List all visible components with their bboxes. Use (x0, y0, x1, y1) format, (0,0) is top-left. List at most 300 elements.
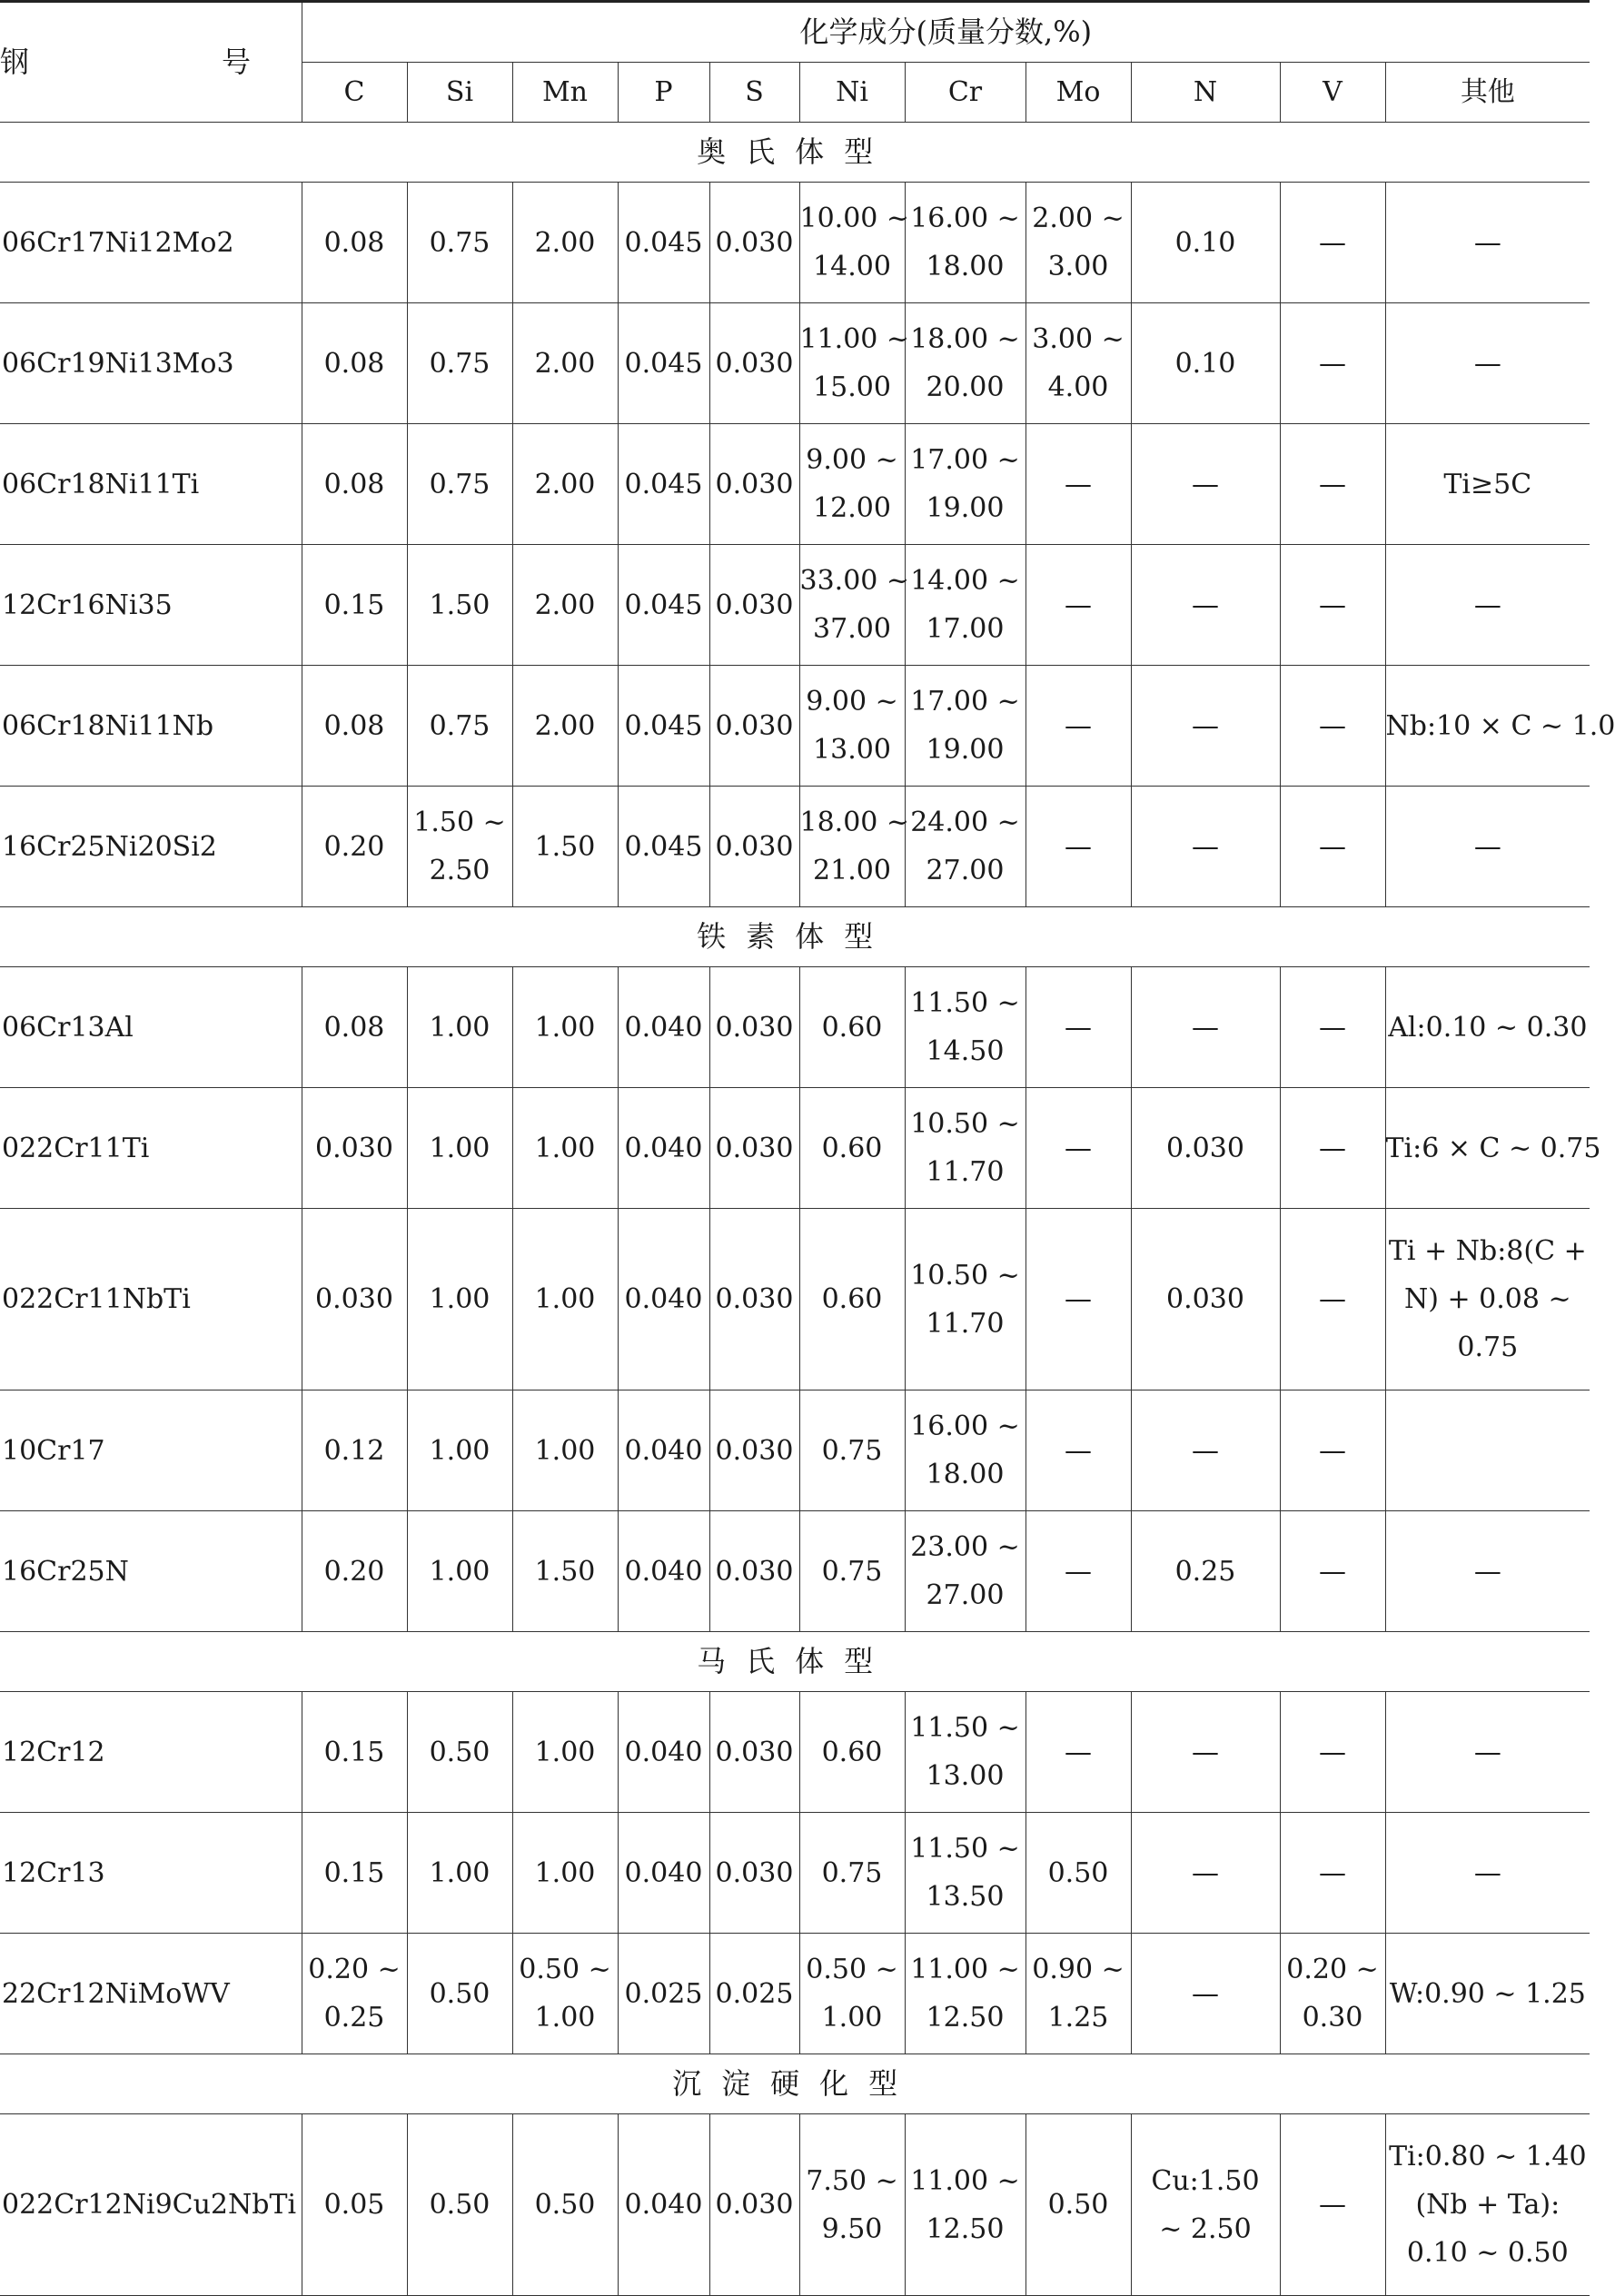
value-line: 0.75 (821, 1434, 883, 1467)
steel-grade-cell: 22Cr12NiMoWV (0, 1934, 302, 2054)
value-line: 21.00 (813, 855, 891, 886)
value-line: 27.00 (926, 855, 1005, 886)
value-line: 1.00 (534, 1283, 596, 1315)
column-header-other: 其他 (1385, 63, 1590, 123)
value-line: 1.00 (534, 1856, 596, 1889)
value-cell (1385, 666, 1615, 787)
value-cell (1131, 1209, 1280, 1390)
value-line: 0.08 (323, 468, 385, 500)
value-cell (1385, 1390, 1590, 1511)
value-line: 0.50 (534, 2189, 596, 2221)
value-cell (618, 1813, 709, 1934)
value-line: 0.75 (429, 468, 490, 500)
value-line: 0.15 (323, 1856, 385, 1889)
value-line: 10.50 ~ (910, 1108, 1020, 1140)
value-cell (1025, 967, 1131, 1088)
table-row (0, 424, 1590, 545)
value-cell (709, 1209, 799, 1390)
value-line: — (1065, 709, 1092, 742)
value-line: — (1473, 1736, 1501, 1768)
value-cell (799, 545, 910, 666)
column-header-mo: Mo (1025, 63, 1131, 123)
value-cell (302, 1511, 407, 1632)
value-cell (512, 183, 618, 303)
value-line: 0.15 (323, 1736, 385, 1768)
value-cell (618, 1390, 709, 1511)
value-line: 0.025 (715, 1977, 794, 2010)
value-line: 1.00 (534, 1434, 596, 1467)
value-line: — (1473, 226, 1501, 259)
value-line: ~ 2.50 (1159, 2212, 1252, 2245)
value-line: 0.10 (1174, 226, 1236, 259)
value-line: 0.030 (715, 226, 794, 259)
value-line: — (1065, 1283, 1092, 1315)
value-line: 0.12 (323, 1434, 385, 1467)
value-cell (1280, 424, 1385, 545)
value-line: — (1192, 1977, 1219, 2010)
steel-grade-cell: 06Cr18Ni11Ti (0, 424, 302, 545)
value-cell (302, 1209, 407, 1390)
value-cell (512, 545, 618, 666)
value-line: 0.030 (715, 589, 794, 621)
value-cell (905, 1813, 1025, 1934)
value-line: 37.00 (813, 613, 891, 645)
value-line: Ti:6 × C ~ 0.75 (1385, 1132, 1601, 1164)
value-cell (799, 424, 905, 545)
value-line: — (1319, 1283, 1346, 1315)
value-cell (1280, 183, 1385, 303)
value-cell (905, 787, 1025, 907)
value-cell (905, 967, 1025, 1088)
steel-grade-cell: 10Cr17 (0, 1390, 302, 1511)
value-cell (407, 1209, 512, 1390)
value-cell (709, 1934, 799, 2054)
value-line: 3.00 (1047, 251, 1109, 282)
value-line: 0.040 (624, 1555, 703, 1588)
header-row-1 (0, 2, 1590, 63)
value-line: — (1065, 1736, 1092, 1768)
value-cell (1280, 787, 1385, 907)
value-line: — (1473, 347, 1501, 380)
table-row (0, 1209, 1590, 1390)
value-line: 0.10 (1174, 347, 1236, 380)
value-line: 0.75 (821, 1555, 883, 1588)
value-cell (512, 1813, 618, 1934)
value-line: 0.50 (429, 2189, 490, 2221)
value-line: 0.75 (429, 226, 490, 259)
value-cell (905, 2114, 1025, 2296)
value-cell (618, 1692, 709, 1813)
steel-grade-cell: 12Cr12 (0, 1692, 302, 1813)
value-cell (407, 1692, 512, 1813)
value-cell (799, 1209, 905, 1390)
value-cell (1131, 303, 1280, 424)
value-line: 1.00 (429, 1132, 490, 1164)
value-cell (1131, 545, 1280, 666)
section-title: 铁素体型 (0, 907, 1590, 967)
value-cell (1131, 424, 1280, 545)
value-line: 0.60 (821, 1011, 883, 1044)
value-line: — (1319, 1132, 1346, 1164)
value-cell (1280, 2114, 1385, 2296)
value-cell (407, 183, 512, 303)
value-cell (1385, 1209, 1590, 1390)
value-cell (302, 666, 407, 787)
value-line: 1.00 (429, 1434, 490, 1467)
value-cell (512, 787, 618, 907)
value-line: 0.040 (624, 1736, 703, 1768)
value-cell (407, 1088, 512, 1209)
value-cell (407, 545, 512, 666)
value-cell (407, 1511, 512, 1632)
value-cell (1025, 1209, 1131, 1390)
value-line: — (1319, 347, 1346, 380)
value-cell (1385, 183, 1590, 303)
value-cell (407, 2114, 512, 2296)
value-line: 0.030 (715, 1856, 794, 1889)
steel-grade-cell: 022Cr12Ni9Cu2NbTi (0, 2114, 302, 2296)
column-header-s: S (709, 63, 799, 123)
value-line: 0.50 (429, 1736, 490, 1768)
value-line: — (1065, 1132, 1092, 1164)
value-line: W:0.90 ~ 1.25 (1389, 1977, 1586, 2010)
steel-grade-cell: 06Cr17Ni12Mo2 (0, 183, 302, 303)
value-line: 0.50 (1047, 2189, 1109, 2221)
value-cell (407, 424, 512, 545)
value-cell (1280, 1390, 1385, 1511)
value-cell (1280, 545, 1385, 666)
value-line: — (1473, 1555, 1501, 1588)
value-line: 0.040 (624, 1132, 703, 1164)
value-line: — (1319, 1736, 1346, 1768)
steel-grade-cell: 06Cr13Al (0, 967, 302, 1088)
value-line: 18.00 ~ (910, 323, 1020, 355)
value-cell (1131, 1088, 1280, 1209)
value-line: 3.00 ~ (1032, 323, 1125, 355)
value-cell (1131, 1813, 1280, 1934)
value-line: 0.60 (821, 1132, 883, 1164)
value-cell (905, 1692, 1025, 1813)
value-cell (407, 967, 512, 1088)
value-line: 13.50 (926, 1881, 1005, 1913)
value-line: 1.50 (534, 1555, 596, 1588)
value-line: Ti≥5C (1443, 468, 1532, 500)
value-cell (512, 1511, 618, 1632)
value-cell (905, 545, 1025, 666)
value-line: — (1319, 468, 1346, 500)
value-line: 0.25 (1174, 1555, 1236, 1588)
value-line: 0.045 (624, 347, 703, 380)
value-cell (302, 1934, 407, 2054)
value-cell (1385, 967, 1590, 1088)
value-line: 0.030 (715, 2189, 794, 2221)
section-header-row (0, 123, 1590, 183)
value-line: 0.045 (624, 468, 703, 500)
value-line: 0.20 (323, 1555, 385, 1588)
value-line: 4.00 (1047, 371, 1109, 403)
value-line: 16.00 ~ (910, 203, 1020, 234)
value-cell (905, 1390, 1025, 1511)
value-cell (512, 1088, 618, 1209)
value-cell (1280, 967, 1385, 1088)
value-line: 15.00 (813, 371, 891, 403)
column-header-p: P (618, 63, 709, 123)
value-cell (512, 2114, 618, 2296)
table-row (0, 1511, 1590, 1632)
value-line: 0.20 (323, 830, 385, 863)
value-line: 0.20 ~ (1286, 1954, 1379, 1985)
value-line: — (1065, 830, 1092, 863)
value-cell (512, 1390, 618, 1511)
value-cell (1025, 666, 1131, 787)
value-line: 0.75 (429, 347, 490, 380)
value-cell (407, 666, 512, 787)
value-line: 0.025 (624, 1977, 703, 2010)
value-cell (302, 424, 407, 545)
value-line: — (1319, 1856, 1346, 1889)
value-line: 11.00 ~ (910, 1954, 1020, 1985)
value-cell (1280, 1511, 1385, 1632)
value-cell (1131, 967, 1280, 1088)
steel-grade-cell: 16Cr25Ni20Si2 (0, 787, 302, 907)
value-line: 1.00 (534, 1132, 596, 1164)
value-cell (302, 1088, 407, 1209)
value-cell (512, 1934, 618, 2054)
value-cell (799, 1390, 905, 1511)
value-cell (1131, 183, 1280, 303)
value-cell (1025, 303, 1131, 424)
value-cell (1385, 1692, 1590, 1813)
value-line: 2.00 (534, 709, 596, 742)
value-line: 1.50 ~ (413, 807, 506, 838)
value-cell (905, 424, 1025, 545)
value-line: 11.00 ~ (910, 2164, 1020, 2197)
value-line: 2.00 ~ (1032, 203, 1125, 234)
value-cell (618, 1209, 709, 1390)
value-line: — (1192, 1011, 1219, 1044)
column-header-v: V (1280, 63, 1385, 123)
value-line: 1.50 (429, 589, 490, 621)
value-line: 9.00 ~ (806, 686, 898, 718)
section-header-row (0, 1632, 1590, 1692)
value-line: 0.75 (1457, 1331, 1519, 1363)
value-line: 0.60 (821, 1736, 883, 1768)
value-cell (1025, 183, 1131, 303)
value-line: — (1065, 1434, 1092, 1467)
value-cell (618, 1934, 709, 2054)
value-line: 2.00 (534, 226, 596, 259)
value-line: 17.00 ~ (910, 686, 1020, 718)
value-line: — (1319, 2189, 1346, 2221)
table-body (0, 123, 1615, 2296)
value-line: 11.50 ~ (910, 1833, 1020, 1865)
value-line: 19.00 (926, 734, 1005, 766)
value-cell (709, 787, 799, 907)
value-cell (799, 1692, 905, 1813)
value-cell (709, 1692, 799, 1813)
value-cell (1025, 545, 1131, 666)
value-line: — (1473, 589, 1501, 621)
value-line: — (1192, 1736, 1219, 1768)
value-line: — (1192, 589, 1219, 621)
value-cell (302, 183, 407, 303)
value-line: 11.50 ~ (910, 987, 1020, 1019)
value-line: 0.045 (624, 589, 703, 621)
value-line: 18.00 ~ (799, 807, 910, 838)
value-line: 0.045 (624, 830, 703, 863)
value-line: — (1319, 1555, 1346, 1588)
value-cell (407, 303, 512, 424)
steel-grade-cell: 06Cr18Ni11Nb (0, 666, 302, 787)
value-line: 0.030 (715, 1555, 794, 1588)
value-cell (799, 303, 910, 424)
value-line: 7.50 ~ (806, 2164, 898, 2197)
table-row (0, 2114, 1590, 2296)
value-line: 11.70 (926, 1156, 1005, 1188)
value-line: 0.20 ~ (308, 1954, 401, 1985)
value-line: — (1319, 226, 1346, 259)
value-cell (709, 1088, 799, 1209)
value-cell (1025, 1088, 1131, 1209)
value-cell (407, 1934, 512, 2054)
value-cell (1025, 787, 1131, 907)
column-header-n: N (1131, 63, 1280, 123)
value-line: 0.040 (624, 1011, 703, 1044)
value-line: 14.00 ~ (910, 565, 1020, 597)
value-cell (905, 1934, 1025, 2054)
value-cell (618, 666, 709, 787)
value-cell (1131, 666, 1280, 787)
value-cell (905, 303, 1025, 424)
section-header-row (0, 907, 1590, 967)
value-cell (905, 666, 1025, 787)
value-line: 2.00 (534, 589, 596, 621)
value-cell (799, 787, 910, 907)
value-line: 1.00 (534, 1011, 596, 1044)
value-line: — (1319, 589, 1346, 621)
value-line: 0.030 (715, 1283, 794, 1315)
value-cell (618, 183, 709, 303)
value-cell (512, 666, 618, 787)
value-line: 17.00 (926, 613, 1005, 645)
value-line: 0.50 (429, 1977, 490, 2010)
value-line: 0.25 (323, 2002, 385, 2034)
value-cell (618, 2114, 709, 2296)
column-header-ni: Ni (799, 63, 905, 123)
value-cell (709, 967, 799, 1088)
value-line: 17.00 ~ (910, 444, 1020, 476)
value-cell (799, 1813, 905, 1934)
value-line: 0.08 (323, 226, 385, 259)
value-line: — (1065, 1011, 1092, 1044)
value-line: 1.00 (429, 1011, 490, 1044)
value-line: 13.00 (926, 1760, 1005, 1792)
value-line: 0.030 (715, 347, 794, 380)
section-title: 奥氏体型 (0, 123, 1590, 183)
section-header-row (0, 2054, 1590, 2114)
value-cell (512, 1692, 618, 1813)
value-line: 10.00 ~ (799, 203, 910, 234)
value-line: 0.045 (624, 226, 703, 259)
value-line: 11.70 (926, 1307, 1005, 1340)
value-line: 20.00 (926, 371, 1005, 403)
value-cell (905, 1088, 1025, 1209)
value-line: 0.040 (624, 1283, 703, 1315)
value-cell (1025, 1934, 1131, 2054)
section-title: 马氏体型 (0, 1632, 1590, 1692)
value-cell (905, 183, 1025, 303)
value-cell (709, 424, 799, 545)
table-row (0, 787, 1590, 907)
value-line: 1.00 (429, 1555, 490, 1588)
table-row (0, 1692, 1590, 1813)
value-line: Ti + Nb:8(C + (1388, 1235, 1587, 1267)
value-cell (799, 1511, 905, 1632)
value-line: 0.05 (323, 2189, 385, 2221)
value-cell (709, 545, 799, 666)
value-line: 0.040 (624, 1856, 703, 1889)
value-cell (709, 1813, 799, 1934)
value-line: — (1319, 1434, 1346, 1467)
value-cell (799, 666, 905, 787)
value-line: 10.50 ~ (910, 1259, 1020, 1292)
value-cell (618, 967, 709, 1088)
value-line: 18.00 (926, 1459, 1005, 1490)
table-row (0, 545, 1590, 666)
value-line: 2.50 (429, 855, 490, 886)
section-title: 沉淀硬化型 (0, 2054, 1590, 2114)
steel-grade-cell: 022Cr11NbTi (0, 1209, 302, 1390)
value-cell (1385, 424, 1590, 545)
value-line: 0.15 (323, 589, 385, 621)
value-line: 0.60 (821, 1283, 883, 1315)
value-line: 0.10 ~ 0.50 (1406, 2237, 1569, 2269)
value-cell (618, 1088, 709, 1209)
value-cell (1385, 303, 1590, 424)
value-line: 0.030 (1166, 1283, 1244, 1315)
value-line: 0.030 (715, 1434, 794, 1467)
value-cell (1280, 666, 1385, 787)
value-cell (1025, 1390, 1131, 1511)
value-line: Al:0.10 ~ 0.30 (1388, 1011, 1588, 1044)
value-cell (1025, 424, 1131, 545)
steel-grade-cell: 12Cr16Ni35 (0, 545, 302, 666)
value-cell (709, 183, 799, 303)
value-line: 14.50 (926, 1035, 1005, 1067)
value-line: 0.30 (1302, 2002, 1363, 2034)
value-line: 0.50 ~ (806, 1954, 898, 1985)
value-cell (1280, 1692, 1385, 1813)
value-cell (302, 303, 407, 424)
value-line: 13.00 (813, 734, 891, 766)
value-cell (905, 1511, 1025, 1632)
value-cell (709, 303, 799, 424)
value-cell (1385, 1088, 1601, 1209)
value-cell (1025, 2114, 1131, 2296)
value-cell (905, 1209, 1025, 1390)
value-line: 33.00 ~ (799, 565, 910, 597)
value-line: 0.030 (715, 1132, 794, 1164)
value-cell (709, 1390, 799, 1511)
value-line: 11.50 ~ (910, 1712, 1020, 1744)
value-line: — (1065, 468, 1092, 500)
value-line: 0.08 (323, 709, 385, 742)
value-cell (1280, 1813, 1385, 1934)
steel-grade-cell: 12Cr13 (0, 1813, 302, 1934)
value-line: — (1192, 468, 1219, 500)
value-cell (1025, 1511, 1131, 1632)
table-row (0, 666, 1590, 787)
